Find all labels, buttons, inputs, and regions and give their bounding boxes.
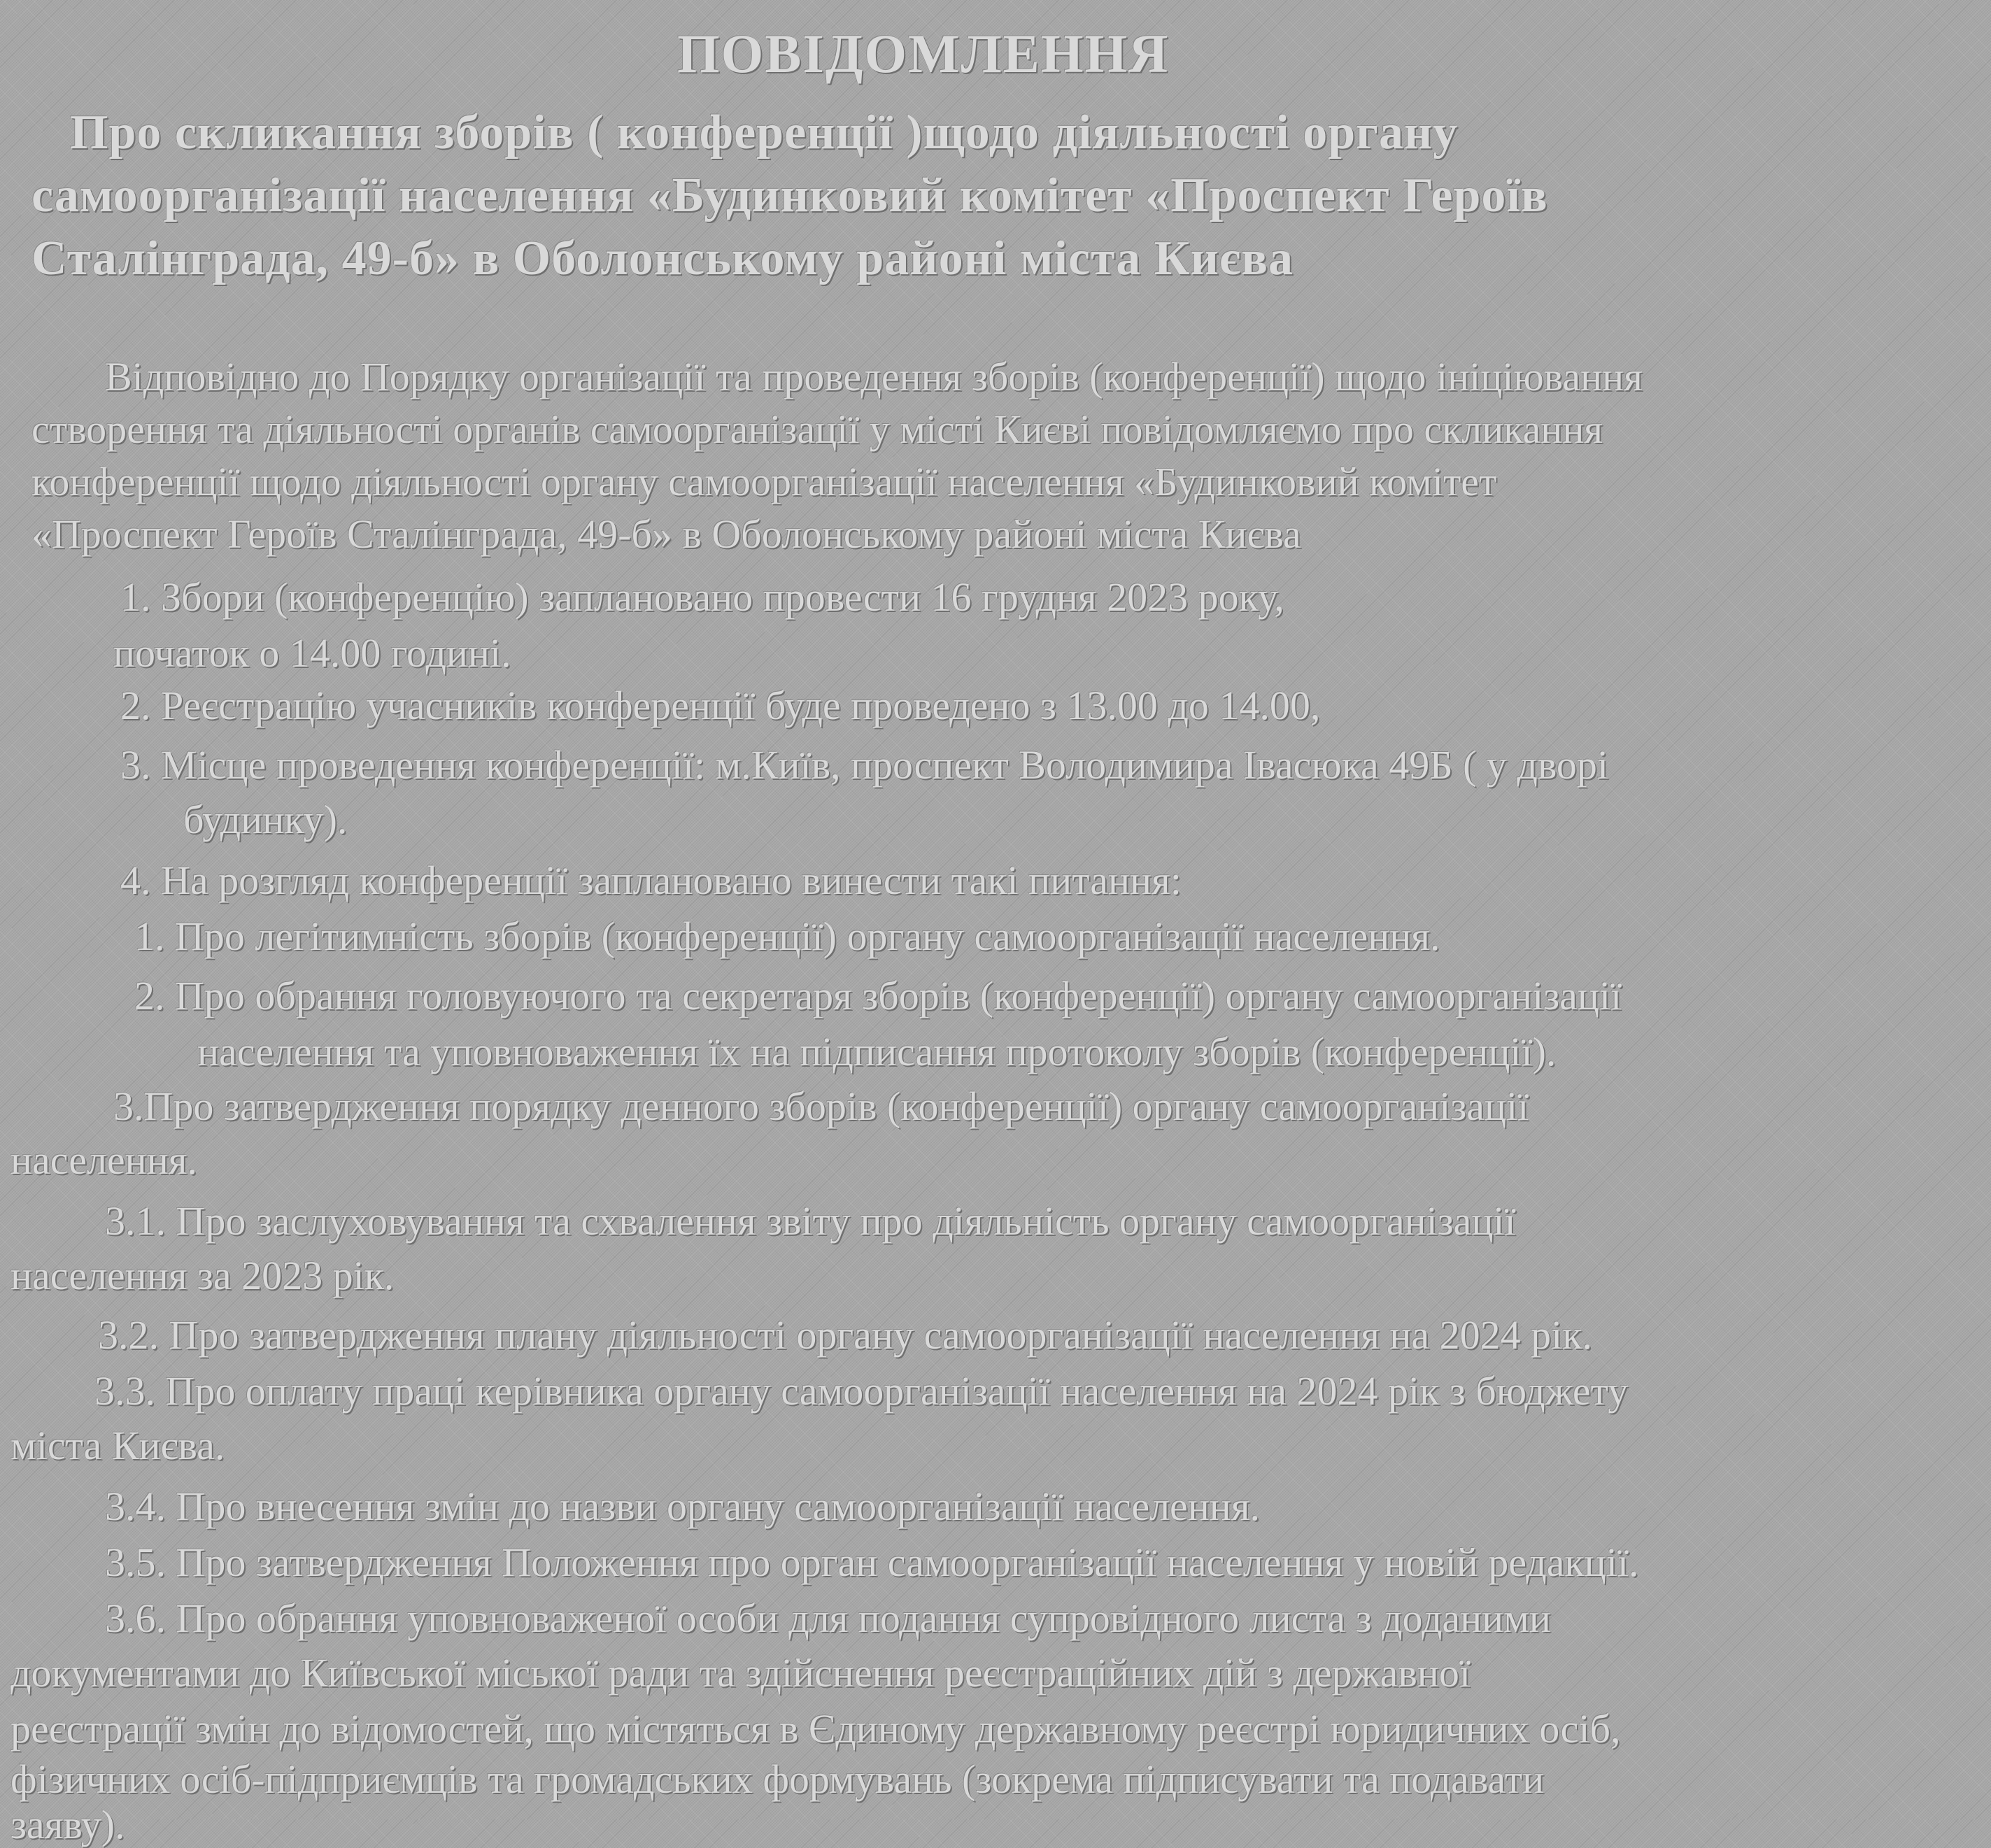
intro-line-1: Відповідно до Порядку організації та проведення зборів (конференції) щодо ініціювання: [105, 354, 1643, 399]
agenda-item-2-line-2: населення та уповноваження їх на підписання протоколу зборів (конференції).: [197, 1029, 1557, 1074]
sub-item-3-3-line-1: 3.3. Про оплату праці керівника органу самоорганізації населення на 2024 рік з бюджету: [94, 1368, 1629, 1414]
heading-line-3: Сталінграда, 49-б» в Оболонському районі міста Києва: [31, 232, 1294, 285]
item-3-line-1: 3. Місце проведення конференції: м.Київ, проспект Володимира Івасюка 49Б ( у дворі: [120, 742, 1608, 788]
sub-item-3-line-1: 3.Про затвердження порядку денного зборів (конференції) органу самоорганізації: [113, 1083, 1529, 1129]
item-1-line-1: 1. Збори (конференцію) заплановано провести 16 грудня 2023 року,: [120, 574, 1284, 620]
intro-line-3: конференції щодо діяльності органу самоорганізації населення «Будинковий комітет: [31, 459, 1497, 504]
heading-line-1: Про скликання зборів ( конференції )щодо діяльності органу: [70, 106, 1459, 159]
sub-item-3-6-line-3: реєстрації змін до відомостей, що містяться в Єдиному державному реєстрі юридичних осіб,: [10, 1706, 1621, 1751]
sub-item-3-2: 3.2. Про затвердження плану діяльності органу самоорганізації населення на 2024 рік.: [98, 1312, 1592, 1358]
intro-line-4: «Проспект Героїв Сталінграда, 49-б» в Оболонському районі міста Києва: [31, 511, 1301, 557]
sub-item-3-6-line-5: заяву).: [10, 1802, 125, 1847]
item-4: 4. На розгляд конференції заплановано винести такі питання:: [120, 858, 1182, 903]
heading-line-2: самоорганізації населення «Будинковий комітет «Проспект Героїв: [31, 169, 1548, 222]
document-title: ПОВІДОМЛЕННЯ: [677, 23, 1170, 84]
item-2: 2. Реєстрацію учасників конференції буде проведено з 13.00 до 14.00,: [120, 683, 1321, 728]
sub-item-3-6-line-4: фізичних осіб-підприємців та громадських формувань (зокрема підписувати та подавати: [10, 1756, 1545, 1802]
sub-item-3-4: 3.4. Про внесення змін до назви органу самоорганізації населення.: [105, 1484, 1261, 1529]
intro-line-2: створення та діяльності органів самоорганізації у місті Києві повідомляємо про скликання: [31, 406, 1603, 452]
agenda-item-1: 1. Про легітимність зборів (конференції) органу самоорганізації населення.: [134, 914, 1440, 959]
sub-item-3-6-line-1: 3.6. Про обрання уповноваженої особи для подання супровідного листа з доданими: [105, 1595, 1551, 1641]
agenda-item-2-line-1: 2. Про обрання головуючого та секретаря зборів (конференції) органу самоорганізації: [134, 973, 1622, 1018]
sub-item-3-3-line-2: міста Києва.: [10, 1423, 225, 1468]
sub-item-3-line-2: населення.: [10, 1137, 197, 1183]
item-3-line-2: будинку).: [183, 797, 348, 842]
sub-item-3-1-line-2: населення за 2023 рік.: [10, 1253, 395, 1298]
sub-item-3-6-line-2: документами до Київської міської ради та здійснення реєстраційних дій з державної: [10, 1650, 1471, 1696]
item-1-line-2: початок о 14.00 годині.: [113, 630, 511, 676]
sub-item-3-1-line-1: 3.1. Про заслуховування та схвалення звіту про діяльність органу самоорганізації: [105, 1198, 1516, 1244]
sub-item-3-5: 3.5. Про затвердження Положення про орган самоорганізації населення у новій редакції.: [105, 1540, 1639, 1585]
